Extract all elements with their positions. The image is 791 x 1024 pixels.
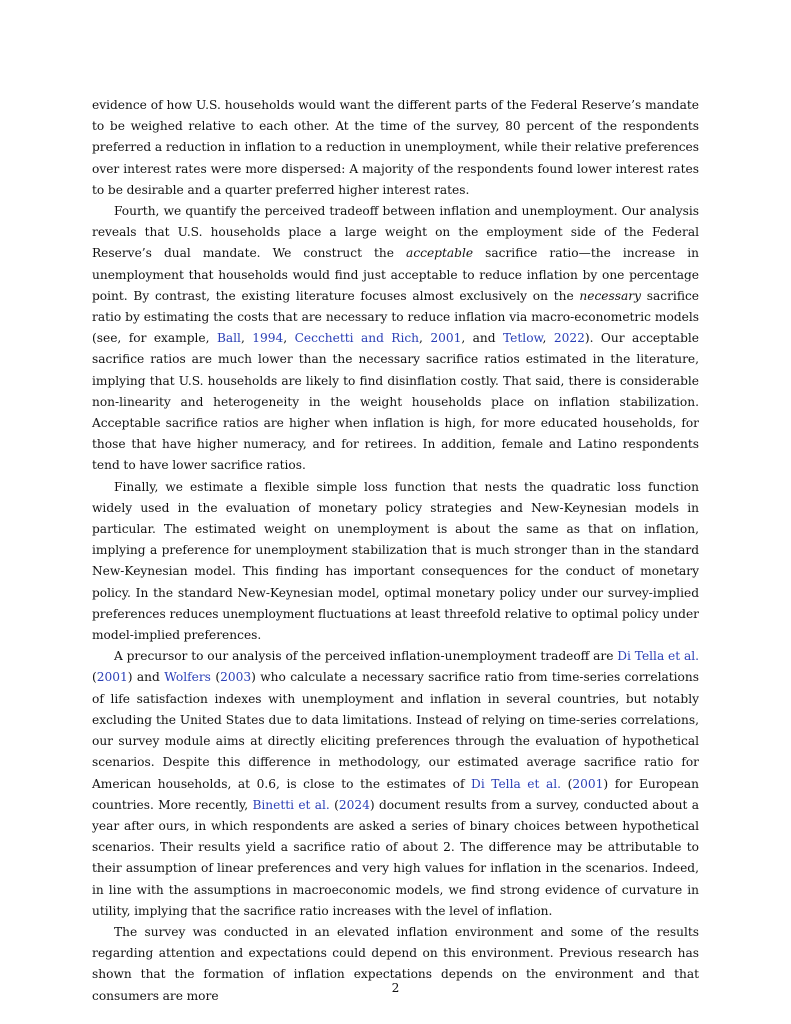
text-run: (	[210, 670, 221, 685]
citation-link[interactable]: 2001	[96, 670, 128, 685]
emphasized-text: acceptable	[406, 246, 474, 261]
paragraph	[92, 646, 699, 922]
citation-link[interactable]: 2022	[553, 331, 585, 346]
citation-link[interactable]: 1994	[252, 331, 284, 346]
text-run: ,	[542, 331, 554, 346]
citation-link[interactable]: Tetlow	[503, 331, 543, 346]
text-run: sacrifice ratio by estimating the costs that are necessary to reduce inflation via macro-econometric models (see, for example,	[92, 288, 699, 346]
citation-link[interactable]: 2003	[220, 670, 252, 685]
text-run: Fourth, we quantify the perceived tradeoff between inflation and unemployment. Our analysis reveals that U.S. households place a large weight on the employment side of the Federal Reserve’s dual mandate. We construct the	[92, 204, 699, 261]
citation-link[interactable]: 2001	[430, 331, 462, 346]
text-run: ) for European countries. More recently,	[92, 776, 699, 812]
text-run: (	[561, 776, 573, 791]
text-run: Finally, we estimate a flexible simple loss function that nests the quadratic loss function widely used in the evaluation of monetary policy strategies and New-Keynesian models in particular. The estimated weight on unemployment is about the same as that on inflation, implying a preference for unemployment stabilization that is much stronger than in the standard New-Keynesian model. This finding has important consequences for the conduct of monetary policy. In the standard New-Keynesian model, optimal monetary policy under our survey-implied preferences reduces unemployment fluctuations at least threefold relative to optimal policy under model-implied preferences.	[92, 479, 699, 643]
text-run: ,	[419, 331, 431, 346]
text-run: (	[92, 670, 97, 685]
paragraph	[92, 477, 699, 647]
text-run: , and	[461, 331, 503, 346]
text-run: The survey was conducted in an elevated inflation environment and some of the results regarding attention and expectations could depend on this environment. Previous research has shown that the formation of inflation expectations depends on the environment and that consumers are more	[92, 924, 699, 1003]
text-run: ) document results from a survey, conducted about a year after ours, in which respondents are asked a series of binary choices between hypothetical scenarios. Their results yield a sacrifice ratio of about 2. The difference may be attributable to their assumption of linear preferences and very high values for inflation in the scenarios. Indeed, in line with the assumptions in macroeconomic models, we find strong evidence of curvature in utility, implying that the sacrifice ratio increases with the level of inflation.	[92, 797, 700, 918]
text-run: ) and	[127, 670, 165, 685]
paragraph	[92, 201, 699, 477]
text-run: ) who calculate a necessary sacrifice ratio from time-series correlations of life satisfaction indexes with unemployment and inflation in several countries, but notably excluding the United States due to data limitations. Instead of relying on time-series correlations, our survey module aims at directly eliciting preferences through the evaluation of hypothetical scenarios. Despite this difference in methodology, our estimated average sacrifice ratio for American households, at 0.6, is close to the estimates of	[92, 670, 699, 791]
citation-link[interactable]: Ball	[216, 331, 241, 346]
text-run: evidence of how U.S. households would want the different parts of the Federal Reserve’s mandate to be weighed relative to each other. At the time of the survey, 80 percent of the respondents preferred a reduction in inflation to a reduction in unemployment, while their relative preferences over interest rates were more dispersed: A majority of the respondents found lower interest rates to be desirable and a quarter preferred higher interest rates.	[92, 98, 699, 197]
citation-link[interactable]: Di Tella et al.	[471, 776, 562, 791]
text-run: sacrifice ratio—the increase in unemployment that households would find just acceptable to reduce inflation by one percentage point. By contrast, the existing literature focuses almost exclusively on the	[92, 246, 699, 303]
citation-link[interactable]: 2024	[338, 797, 370, 812]
text-run: ,	[240, 331, 253, 346]
citation-link[interactable]: 2001	[572, 776, 604, 791]
page-body	[92, 95, 699, 1007]
citation-link[interactable]: Cecchetti and Rich	[294, 331, 420, 346]
paragraph	[92, 95, 699, 201]
citation-link[interactable]: Di Tella et al.	[617, 649, 699, 664]
text-run: (	[329, 797, 339, 812]
citation-link[interactable]: Binetti et al.	[252, 797, 330, 812]
text-run: ,	[283, 331, 295, 346]
page-number: 2	[391, 981, 400, 995]
text-run: A precursor to our analysis of the perceived inflation-unemployment tradeoff are	[114, 649, 618, 664]
emphasized-text: necessary	[579, 288, 642, 303]
text-run: ). Our acceptable sacrifice ratios are much lower than the necessary sacrifice ratios estimated in the literature, implying that U.S. households are likely to find disinflation costly. That said, there is considerable non-linearity and heterogeneity in the weight households place on inflation stabilization. Acceptable sacrifice ratios are higher when inflation is high, for more educated households, for those that have higher numeracy, and for retirees. In addition, female and Latino respondents tend to have lower sacrifice ratios.	[92, 331, 699, 473]
citation-link[interactable]: Wolfers	[164, 670, 211, 685]
